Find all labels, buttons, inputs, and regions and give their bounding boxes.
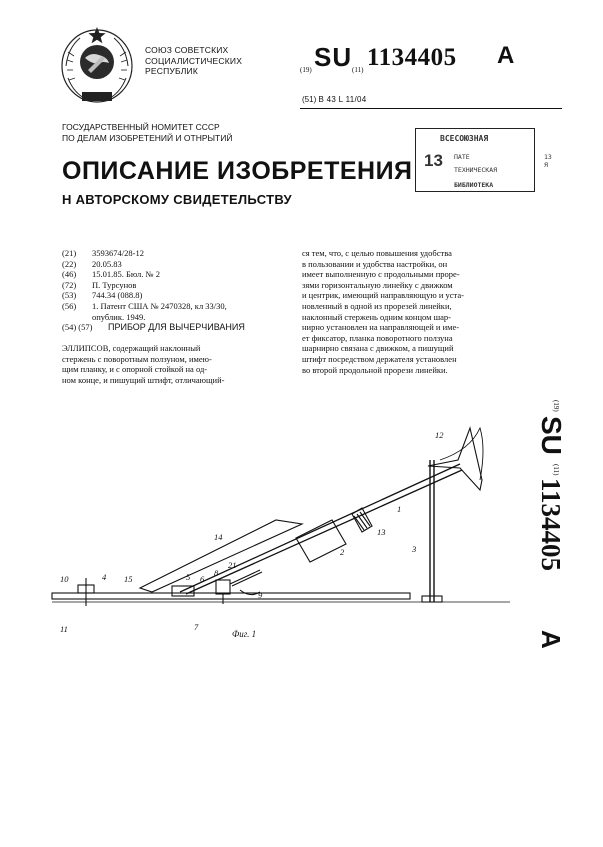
biblio-row bbox=[62, 280, 288, 291]
ipc-code: B 43 L 11/04 bbox=[318, 95, 367, 104]
document-title: ОПИСАНИЕ ИЗОБРЕТЕНИЯ bbox=[62, 157, 413, 185]
abstract-line: ЭЛЛИПСОВ, содержащий наклонный bbox=[62, 343, 201, 353]
biblio-row bbox=[62, 290, 288, 301]
state-name-line: РЕСПУБЛИК bbox=[145, 66, 199, 76]
figure-caption: Фиг. 1 bbox=[232, 629, 257, 639]
biblio-code: (22) bbox=[62, 258, 77, 269]
ipc-classification bbox=[302, 95, 367, 104]
abstract-line: имеет выполненную с продольными проре- bbox=[302, 269, 460, 280]
header-divider bbox=[300, 108, 562, 109]
post-foot bbox=[422, 596, 442, 602]
committee-line: ПО ДЕЛАМ ИЗОБРЕТЕНИЙ И ОТНРЫТИЙ bbox=[62, 133, 233, 143]
stamp-side-text bbox=[544, 153, 552, 169]
label-2: 2 bbox=[340, 547, 345, 557]
abstract-line: щим планку, и с опорной стойкой на од- bbox=[62, 364, 208, 375]
biblio-code: (54) (57) bbox=[62, 322, 93, 333]
abstract-line: новленный в одной из прорезей линейки, bbox=[302, 300, 452, 311]
abstract-line: в пользовании и удобства настройки, он bbox=[302, 258, 448, 269]
label-8: 8 bbox=[214, 568, 219, 578]
bibliographic-data bbox=[62, 248, 288, 333]
label-21: 21 bbox=[228, 560, 237, 570]
label-3: 3 bbox=[412, 544, 417, 554]
abstract-right-column bbox=[302, 248, 527, 375]
biblio-code: (46) bbox=[62, 269, 77, 280]
side-kind: A bbox=[536, 630, 566, 649]
biblio-text: 1. Патент США № 2470328, кл 33/30, bbox=[92, 300, 227, 311]
invention-title: ПРИБОР ДЛЯ ВЫЧЕРЧИВАНИЯ bbox=[108, 322, 245, 333]
horizontal-ruler bbox=[52, 593, 410, 599]
biblio-text: 20.05.83 bbox=[92, 258, 122, 269]
label-12: 12 bbox=[435, 430, 444, 440]
abstract-line: ся тем, что, с целью повышения удобства bbox=[302, 248, 452, 258]
label-7: 7 bbox=[194, 622, 199, 632]
stamp-line: ТЕХНИЧЕСКАЯ bbox=[454, 166, 498, 174]
label-5: 5 bbox=[186, 572, 191, 582]
stamp-line: БИБЛИОТЕКА bbox=[454, 181, 494, 189]
committee-name bbox=[62, 122, 232, 144]
abstract-line: нирно установлен на направляющей и име- bbox=[302, 322, 460, 333]
biblio-text: 15.01.85. Бюл. № 2 bbox=[92, 269, 160, 280]
abstract-line: штифт посредством держателя установлен bbox=[302, 353, 457, 364]
biblio-code: (21) bbox=[62, 248, 77, 258]
ussr-coat-of-arms-icon bbox=[58, 22, 136, 106]
country-code-prefix: (19) bbox=[300, 66, 312, 74]
label-10: 10 bbox=[60, 574, 69, 584]
pen-arc bbox=[240, 590, 260, 595]
abstract-line: зями горизонтальную линейку с движком bbox=[302, 279, 453, 290]
abstract-line: ном конце, и пишущий штифт, отличающий- bbox=[62, 374, 225, 385]
biblio-row bbox=[62, 248, 288, 259]
figure-drawing bbox=[40, 420, 510, 650]
label-11: 11 bbox=[60, 624, 68, 634]
label-9: 9 bbox=[258, 590, 263, 600]
library-stamp bbox=[415, 128, 552, 192]
state-name-line: СОЦИАЛИСТИЧЕСКИХ bbox=[145, 55, 243, 66]
abstract-left-column bbox=[62, 343, 290, 385]
biblio-continuation: опублик. 1949. bbox=[92, 311, 146, 322]
side-country: SU bbox=[536, 416, 567, 455]
state-name-line: СОЮЗ СОВЕТСКИХ bbox=[145, 45, 229, 55]
publication-number: 1134405 bbox=[367, 44, 457, 71]
label-1: 1 bbox=[397, 504, 402, 514]
ipc-prefix: (51) bbox=[302, 95, 317, 104]
inclined-rod bbox=[180, 464, 460, 592]
stamp-side-line: 13 bbox=[544, 153, 552, 161]
pen-holder bbox=[216, 580, 230, 594]
abstract-line: ет фиксатор, планка поворотного ползуна bbox=[302, 332, 453, 343]
biblio-text: 744.34 (088.8) bbox=[92, 290, 143, 301]
document-subtitle: Н АВТОРСКОМУ СВИДЕТЕЛЬСТВУ bbox=[62, 192, 292, 207]
side-prefix: (19) bbox=[552, 400, 560, 412]
side-number: 1134405 bbox=[536, 478, 566, 572]
biblio-code: (53) bbox=[62, 290, 77, 301]
abstract-line: во второй продольной прорези линейки. bbox=[302, 364, 448, 375]
label-13: 13 bbox=[377, 527, 386, 537]
label-4: 4 bbox=[102, 572, 107, 582]
biblio-text: 3593674/28-12 bbox=[92, 248, 144, 258]
biblio-row bbox=[62, 259, 288, 270]
abstract-line: шарнирно связана с движком, а пишущий bbox=[302, 343, 454, 354]
biblio-row bbox=[62, 301, 288, 312]
label-6: 6 bbox=[200, 574, 205, 584]
number-prefix: (11) bbox=[352, 66, 364, 74]
label-15: 15 bbox=[124, 574, 133, 584]
state-name bbox=[145, 45, 242, 77]
stamp-number: 13 bbox=[424, 151, 443, 170]
stamp-line: ПАТЕ bbox=[454, 153, 470, 161]
committee-line: ГОСУДАРСТВЕННЫЙ НОМИТЕТ СССР bbox=[62, 122, 220, 132]
biblio-row bbox=[62, 269, 288, 280]
abstract-line: наклонный стержень одним концом шар- bbox=[302, 311, 451, 322]
country-code: SU bbox=[314, 42, 353, 72]
abstract-line: стержень с поворотным ползуном, имею- bbox=[62, 353, 212, 364]
bar bbox=[140, 520, 302, 592]
biblio-row bbox=[62, 322, 288, 333]
label-14: 14 bbox=[214, 532, 223, 542]
biblio-code: (72) bbox=[62, 279, 77, 290]
side-prefix: (11) bbox=[552, 464, 560, 476]
biblio-text: П. Турсунов bbox=[92, 279, 137, 290]
kind-code: A bbox=[497, 42, 515, 69]
abstract-line: и центрик, имеющий направляющую и уста- bbox=[302, 290, 464, 301]
side-publication-mark bbox=[520, 398, 580, 668]
biblio-code: (56) bbox=[62, 300, 77, 311]
stamp-line: ВСЕСОЮЗНАЯ bbox=[440, 134, 489, 143]
stamp-side-line: Я bbox=[544, 161, 548, 169]
